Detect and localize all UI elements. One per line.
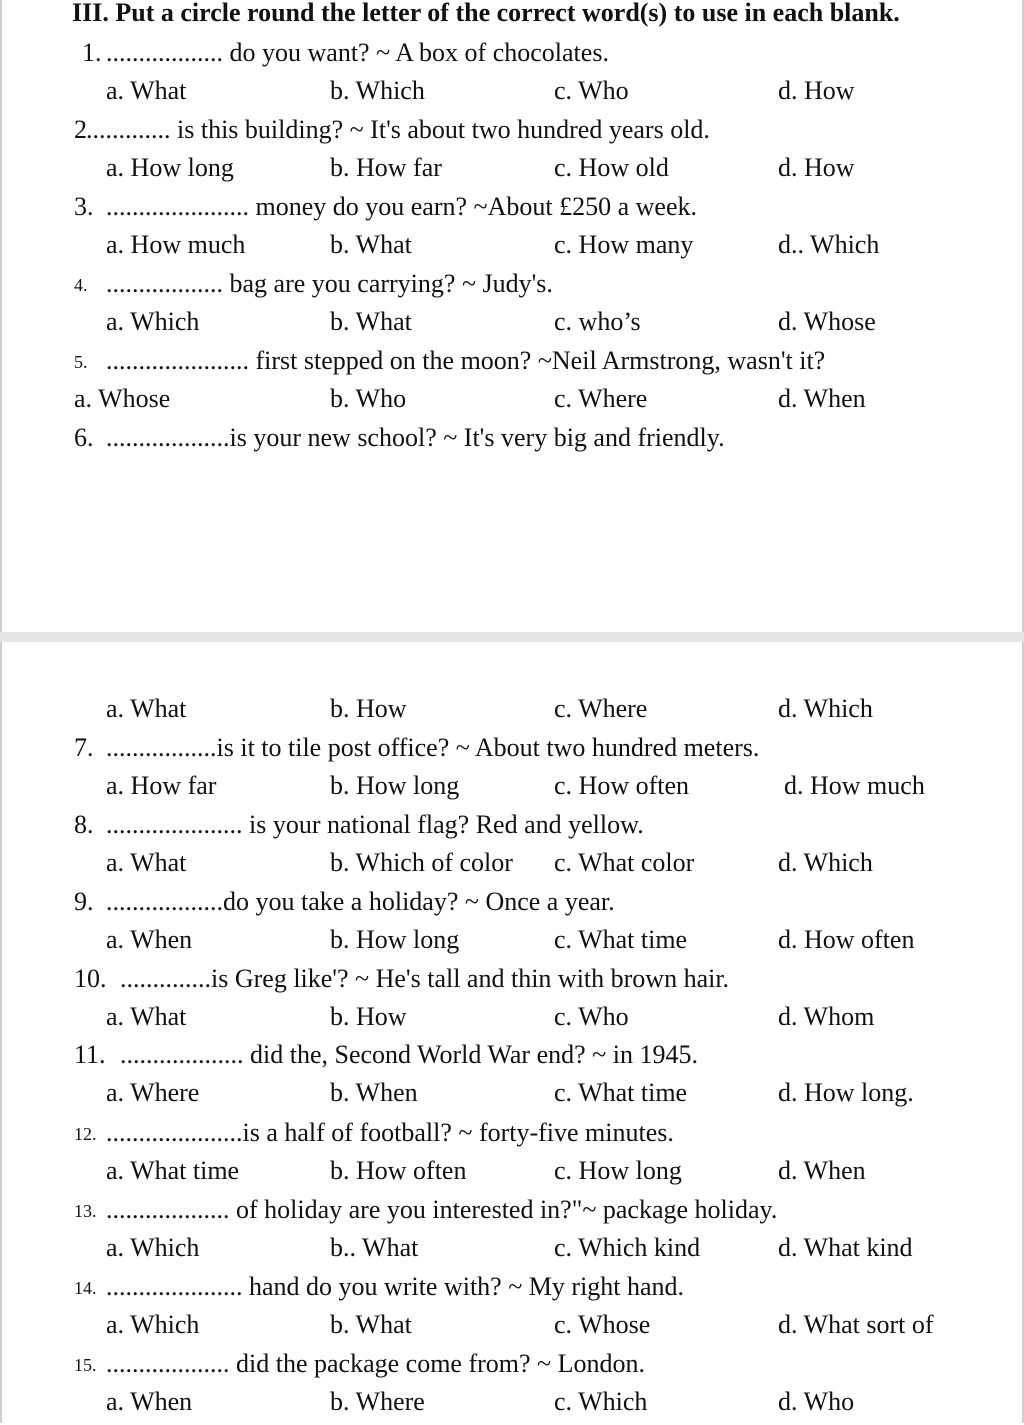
options-12 xyxy=(2,1156,1024,1194)
option-c[interactable]: c. Where xyxy=(554,694,648,723)
option-b[interactable]: b. How xyxy=(330,694,407,723)
options-14 xyxy=(2,1310,1024,1348)
options-5 xyxy=(2,384,1024,422)
option-a[interactable]: a. How far xyxy=(106,771,217,800)
options-11 xyxy=(2,1078,1024,1116)
option-d[interactable]: d. Which xyxy=(778,694,873,723)
question-text: ..............is Greg like'? ~ He's tall and thin with brown hair. xyxy=(120,964,730,993)
question-number: 12. xyxy=(74,1124,97,1144)
option-b[interactable]: b. How long xyxy=(330,925,460,954)
question-3 xyxy=(2,192,1024,230)
option-c[interactable]: c. What time xyxy=(554,925,688,954)
question-number: 8. xyxy=(74,810,94,839)
option-c[interactable]: c. Who xyxy=(554,1002,629,1031)
options-3 xyxy=(2,230,1024,268)
question-number: 3. xyxy=(74,192,94,221)
exercise-title: III. Put a circle round the letter of the correct word(s) to use in each blank. xyxy=(72,0,900,27)
question-text: .................. bag are you carrying? ~ Judy's. xyxy=(106,269,553,298)
option-c[interactable]: c. How old xyxy=(554,153,669,182)
option-a[interactable]: a. How much xyxy=(106,230,246,259)
question-number: 15. xyxy=(74,1355,97,1375)
option-c[interactable]: c. Where xyxy=(554,384,648,413)
option-d[interactable]: d. How often xyxy=(778,925,915,954)
option-b[interactable]: b. When xyxy=(330,1078,418,1107)
question-text: ................... did the, Second World War end? ~ in 1945. xyxy=(120,1040,698,1069)
question-7 xyxy=(2,733,1024,771)
question-text: ..................... hand do you write with? ~ My right hand. xyxy=(106,1272,685,1301)
question-9 xyxy=(2,887,1024,925)
question-text: ................... did the package come from? ~ London. xyxy=(106,1349,645,1378)
question-text: .....................is a half of football? ~ forty-five minutes. xyxy=(106,1118,674,1147)
option-b[interactable]: b. What xyxy=(330,1310,412,1339)
options-2 xyxy=(2,153,1024,191)
question-text: ................... of holiday are you interested in?"~ package holiday. xyxy=(106,1195,778,1224)
option-b[interactable]: b. Where xyxy=(330,1387,425,1416)
worksheet-bottom-section xyxy=(0,642,1024,1423)
question-10 xyxy=(2,964,1024,1002)
question-number: 2 xyxy=(74,115,87,144)
option-a[interactable]: a. What xyxy=(106,76,187,105)
option-b[interactable]: b. Which of color xyxy=(330,848,513,877)
question-number: 4. xyxy=(74,275,88,295)
option-c[interactable]: c. Which xyxy=(554,1387,648,1416)
option-a[interactable]: a. Whose xyxy=(74,384,171,413)
option-c[interactable]: c. How often xyxy=(554,771,690,800)
option-b[interactable]: b. What xyxy=(330,230,412,259)
option-a[interactable]: a. Where xyxy=(106,1078,200,1107)
question-number: 1. xyxy=(82,38,102,67)
question-13 xyxy=(2,1195,1024,1233)
option-a[interactable]: a. How long xyxy=(106,153,234,182)
option-c[interactable]: c. Who xyxy=(554,76,629,105)
question-5 xyxy=(2,346,1024,384)
option-d[interactable]: d. Whom xyxy=(778,1002,875,1031)
option-c[interactable]: c. What time xyxy=(554,1078,688,1107)
question-number: 7. xyxy=(74,733,94,762)
option-d[interactable]: d. How xyxy=(778,153,855,182)
option-a[interactable]: a. When xyxy=(106,1387,193,1416)
option-d[interactable]: d. What sort of xyxy=(778,1310,934,1339)
option-b[interactable]: b. Who xyxy=(330,384,407,413)
options-6 xyxy=(2,694,1024,732)
question-6 xyxy=(2,423,1024,461)
question-11 xyxy=(2,1040,1024,1078)
option-a[interactable]: a. Which xyxy=(106,1310,200,1339)
option-d[interactable]: d. Which xyxy=(778,848,873,877)
option-c[interactable]: c. How long xyxy=(554,1156,682,1185)
option-b[interactable]: b. How often xyxy=(330,1156,467,1185)
question-number: 6. xyxy=(74,423,94,452)
option-a[interactable]: a. What xyxy=(106,848,187,877)
question-text: ...................... first stepped on the moon? ~Neil Armstrong, wasn't it? xyxy=(106,346,826,375)
question-8 xyxy=(2,810,1024,848)
option-d[interactable]: d. When xyxy=(778,384,866,413)
question-number: 10. xyxy=(74,964,107,993)
question-4 xyxy=(2,269,1024,307)
question-number: 9. xyxy=(74,887,94,916)
question-text: .................. do you want? ~ A box of chocolates. xyxy=(106,38,609,67)
question-text: ..................... is your national flag? Red and yellow. xyxy=(106,810,644,839)
option-c[interactable]: c. Whose xyxy=(554,1310,651,1339)
option-a[interactable]: a. What time xyxy=(106,1156,240,1185)
options-7 xyxy=(2,771,1024,809)
option-b[interactable]: b. How xyxy=(330,1002,407,1031)
option-d[interactable]: d. What kind xyxy=(778,1233,913,1262)
option-a[interactable]: a. What xyxy=(106,694,187,723)
option-a[interactable]: a. What xyxy=(106,1002,187,1031)
options-15 xyxy=(2,1387,1024,1425)
option-a[interactable]: a. Which xyxy=(106,307,200,336)
option-d[interactable]: d. When xyxy=(778,1156,866,1185)
option-d[interactable]: d.. Which xyxy=(778,230,880,259)
question-2 xyxy=(2,115,1024,153)
question-number: 5. xyxy=(74,352,88,372)
option-d[interactable]: d. How xyxy=(778,76,855,105)
option-a[interactable]: a. Which xyxy=(106,1233,200,1262)
options-9 xyxy=(2,925,1024,963)
options-4 xyxy=(2,307,1024,345)
option-c[interactable]: c. What color xyxy=(554,848,695,877)
option-b[interactable]: b. How far xyxy=(330,153,442,182)
question-text: ..................do you take a holiday? ~ Once a year. xyxy=(106,887,615,916)
option-b[interactable]: b. Which xyxy=(330,76,425,105)
question-text: ............. is this building? ~ It's about two hundred years old. xyxy=(86,115,710,144)
worksheet-top-section xyxy=(0,0,1024,632)
option-d[interactable]: d. Who xyxy=(778,1387,855,1416)
question-14 xyxy=(2,1272,1024,1310)
option-d[interactable]: d. Whose xyxy=(778,307,876,336)
question-number: 13. xyxy=(74,1201,97,1221)
question-text: ...................... money do you earn? ~About £250 a week. xyxy=(106,192,698,221)
option-d[interactable]: d. How long. xyxy=(778,1078,914,1107)
option-c[interactable]: c. who’s xyxy=(554,307,641,336)
question-12 xyxy=(2,1118,1024,1156)
options-10 xyxy=(2,1002,1024,1040)
question-number: 11. xyxy=(74,1040,106,1069)
option-c[interactable]: c. How many xyxy=(554,230,694,259)
option-b[interactable]: b.. What xyxy=(330,1233,419,1262)
option-b[interactable]: b. How long xyxy=(330,771,460,800)
question-text: .................is it to tile post office? ~ About two hundred meters. xyxy=(106,733,760,762)
question-text: ...................is your new school? ~ It's very big and friendly. xyxy=(106,423,725,452)
option-d[interactable]: d. How much xyxy=(784,771,925,800)
option-b[interactable]: b. What xyxy=(330,307,412,336)
options-1 xyxy=(2,76,1024,114)
options-13 xyxy=(2,1233,1024,1271)
option-a[interactable]: a. When xyxy=(106,925,193,954)
option-c[interactable]: c. Which kind xyxy=(554,1233,701,1262)
question-15 xyxy=(2,1349,1024,1387)
options-8 xyxy=(2,848,1024,886)
question-number: 14. xyxy=(74,1278,97,1298)
question-1 xyxy=(2,38,1024,76)
page-divider xyxy=(0,632,1024,642)
